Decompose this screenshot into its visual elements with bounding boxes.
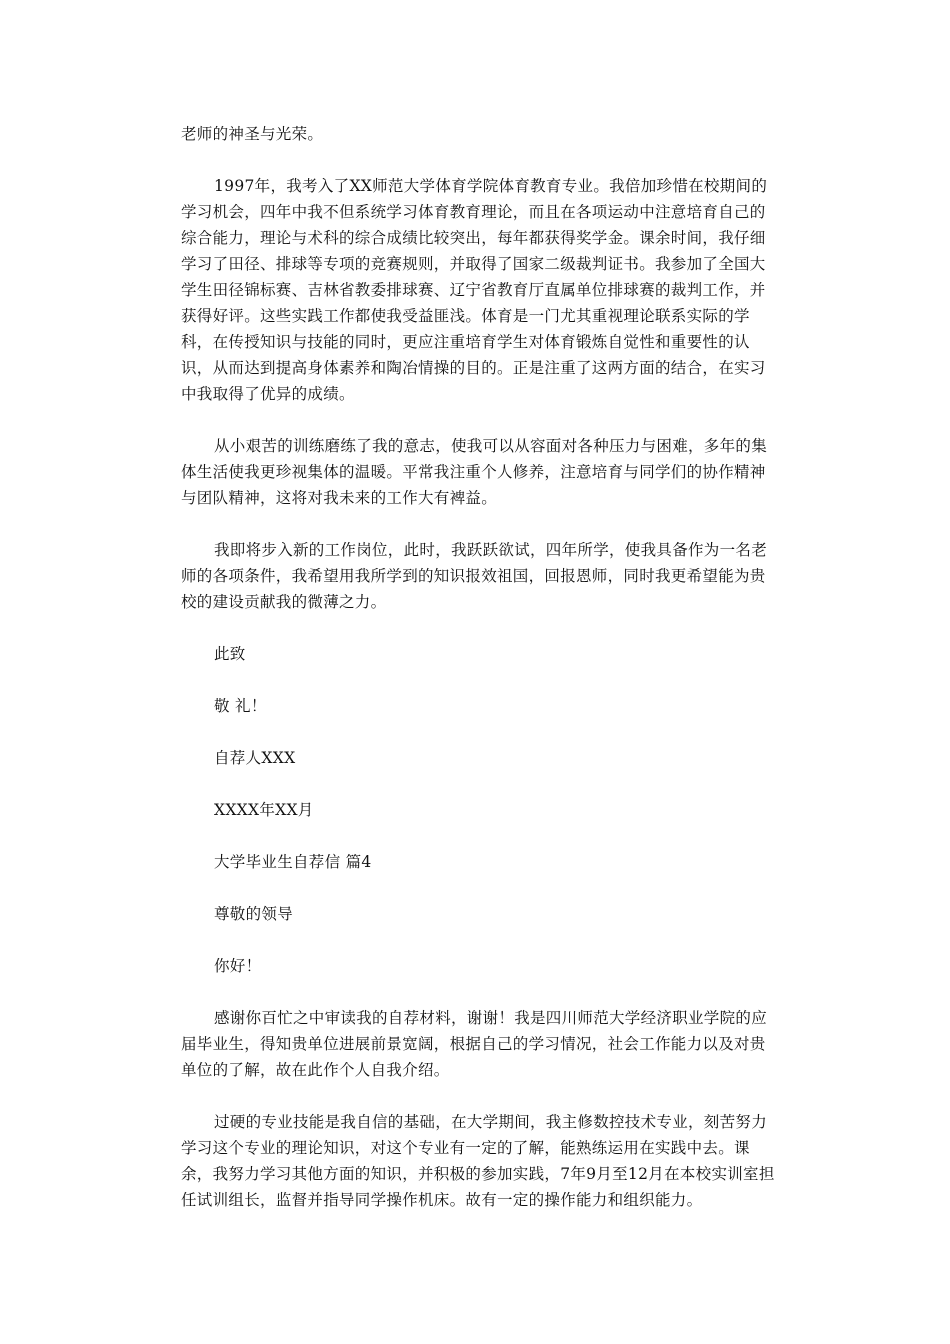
paragraph-skills: 过硬的专业技能是我自信的基础，在大学期间，我主修数控技术专业，刻苦努力学习这个专业的理论知识，对这个专业有一定的了解，能熟练运用在实践中去。课余，我努力学习其他方面的知识，并积极的参加实践，7年9月至12月在本校实训室担任试训组长，监督并指导同学操作机床。故有一定的操作能力和组织能力。 [181,1113,775,1209]
signature: 自荐人XXX [214,749,296,767]
paragraph-aspiration: 我即将步入新的工作岗位，此时，我跃跃欲试，四年所学，使我具备作为一名老师的各项条件，我希望用我所学到的知识报效祖国，回报恩师，同时我更希望能为贵校的建设贡献我的微薄之力。 [181,541,768,611]
closing-salutation: 此致 [214,645,246,663]
paragraph-character: 从小艰苦的训练磨练了我的意志，使我可以从容面对各种压力与困难，多年的集体生活使我更珍视集体的温暖。平常我注重个人修养，注意培育与同学们的协作精神与团队精神，这将对我未来的工作大有裨益。 [181,437,768,507]
paragraph-education: 1997年，我考入了XX师范大学体育学院体育教育专业。我倍加珍惜在校期间的学习机会，四年中我不但系统学习体育教育理论，而且在各项运动中注意培育自己的综合能力，理论与术科的综合成绩比较突出，每年都获得奖学金。课余时间，我仔细学习了田径、排球等专项的竞赛规则，并取得了国家二级裁判证书。我参加了全国大学生田径锦标赛、吉林省教委排球赛、辽宁省教育厅直属单位排球赛的裁判工作，并获得好评。这些实践工作都使我受益匪浅。体育是一门尤其重视理论联系实际的学科，在传授知识与技能的同时，更应注重培育学生对体育锻炼自觉性和重要性的认识，从而达到提高身体素养和陶冶情操的目的。正是注重了这两方面的结合，在实习中我取得了优异的成绩。 [181,177,768,403]
closing-regards: 敬 礼！ [214,697,267,715]
paragraph-introduction: 感谢你百忙之中审读我的自荐材料，谢谢！我是四川师范大学经济职业学院的应届毕业生，得知贵单位进展前景宽阔，根据自己的学习情况，社会工作能力以及对贵单位的了解，故在此作个人自我介绍。 [181,1009,768,1079]
letter-body [181,121,781,1239]
date-line: XXXX年XX月 [214,801,314,819]
section-heading: 大学毕业生自荐信 篇4 [214,853,372,871]
paragraph-continuation: 老师的神圣与光荣。 [181,125,324,143]
greeting-hello: 你好！ [214,957,262,975]
greeting-recipient: 尊敬的领导 [214,905,294,923]
